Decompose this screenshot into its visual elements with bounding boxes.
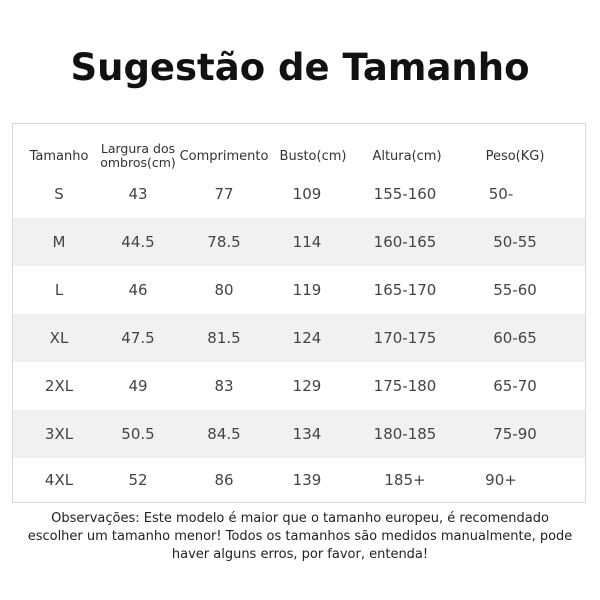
cell-weight: 50- xyxy=(488,185,514,203)
table-row xyxy=(13,266,585,314)
cell-weight: 65-70 xyxy=(493,377,537,395)
table-row xyxy=(13,314,585,362)
table-row xyxy=(13,410,585,458)
cell-shoulder-width: 49 xyxy=(128,377,148,395)
cell-bust: 129 xyxy=(292,377,322,395)
notes-line: escolher um tamanho menor! Todos os tamanhos são medidos manualmente, pode xyxy=(27,529,573,544)
cell-shoulder-width: 47.5 xyxy=(121,329,155,347)
cell-size: 2XL xyxy=(44,377,74,395)
cell-height: 180-185 xyxy=(373,425,437,443)
cell-bust: 134 xyxy=(292,425,322,443)
cell-length: 86 xyxy=(214,471,234,489)
cell-size: 3XL xyxy=(44,425,74,443)
cell-length: 80 xyxy=(214,281,234,299)
cell-shoulder-width: 52 xyxy=(128,471,148,489)
cell-size: L xyxy=(54,281,64,299)
cell-bust: 124 xyxy=(292,329,322,347)
table-row xyxy=(13,458,585,502)
cell-length: 84.5 xyxy=(207,425,241,443)
cell-size: S xyxy=(54,185,64,203)
cell-size: 4XL xyxy=(44,471,74,489)
cell-height: 155-160 xyxy=(373,185,437,203)
cell-weight: 55-60 xyxy=(493,281,537,299)
cell-length: 81.5 xyxy=(207,329,241,347)
cell-height: 170-175 xyxy=(373,329,437,347)
cell-height: 165-170 xyxy=(373,281,437,299)
cell-size: XL xyxy=(49,329,69,347)
cell-size: M xyxy=(52,233,66,251)
cell-height: 185+ xyxy=(384,471,426,489)
header-size: Tamanho xyxy=(29,148,89,164)
table-row xyxy=(13,218,585,266)
header-height: Altura(cm) xyxy=(372,148,442,164)
header-weight: Peso(KG) xyxy=(485,148,545,164)
cell-bust: 114 xyxy=(292,233,322,251)
size-table xyxy=(12,123,586,503)
cell-shoulder-width: 46 xyxy=(128,281,148,299)
cell-weight: 60-65 xyxy=(493,329,537,347)
header-length: Comprimento xyxy=(179,148,269,164)
cell-shoulder-width: 50.5 xyxy=(121,425,155,443)
size-notes xyxy=(8,510,592,564)
header-bust: Busto(cm) xyxy=(279,148,347,164)
cell-weight: 90+ xyxy=(485,471,517,489)
cell-bust: 139 xyxy=(292,471,322,489)
cell-length: 78.5 xyxy=(207,233,241,251)
notes-line: haver alguns erros, por favor, entenda! xyxy=(171,547,429,562)
cell-weight: 75-90 xyxy=(493,425,537,443)
cell-length: 83 xyxy=(214,377,234,395)
cell-height: 175-180 xyxy=(373,377,437,395)
table-row xyxy=(13,170,585,218)
cell-shoulder-width: 43 xyxy=(128,185,148,203)
header-shoulder-width: Largura dos ombros(cm) xyxy=(100,141,176,170)
cell-bust: 109 xyxy=(292,185,322,203)
cell-length: 77 xyxy=(214,185,234,203)
cell-weight: 50-55 xyxy=(493,233,537,251)
cell-height: 160-165 xyxy=(373,233,437,251)
table-row xyxy=(13,362,585,410)
page-title: Sugestão de Tamanho xyxy=(70,46,530,89)
cell-bust: 119 xyxy=(292,281,322,299)
cell-shoulder-width: 44.5 xyxy=(121,233,155,251)
notes-line: Observações: Este modelo é maior que o tamanho europeu, é recomendado xyxy=(51,511,549,526)
